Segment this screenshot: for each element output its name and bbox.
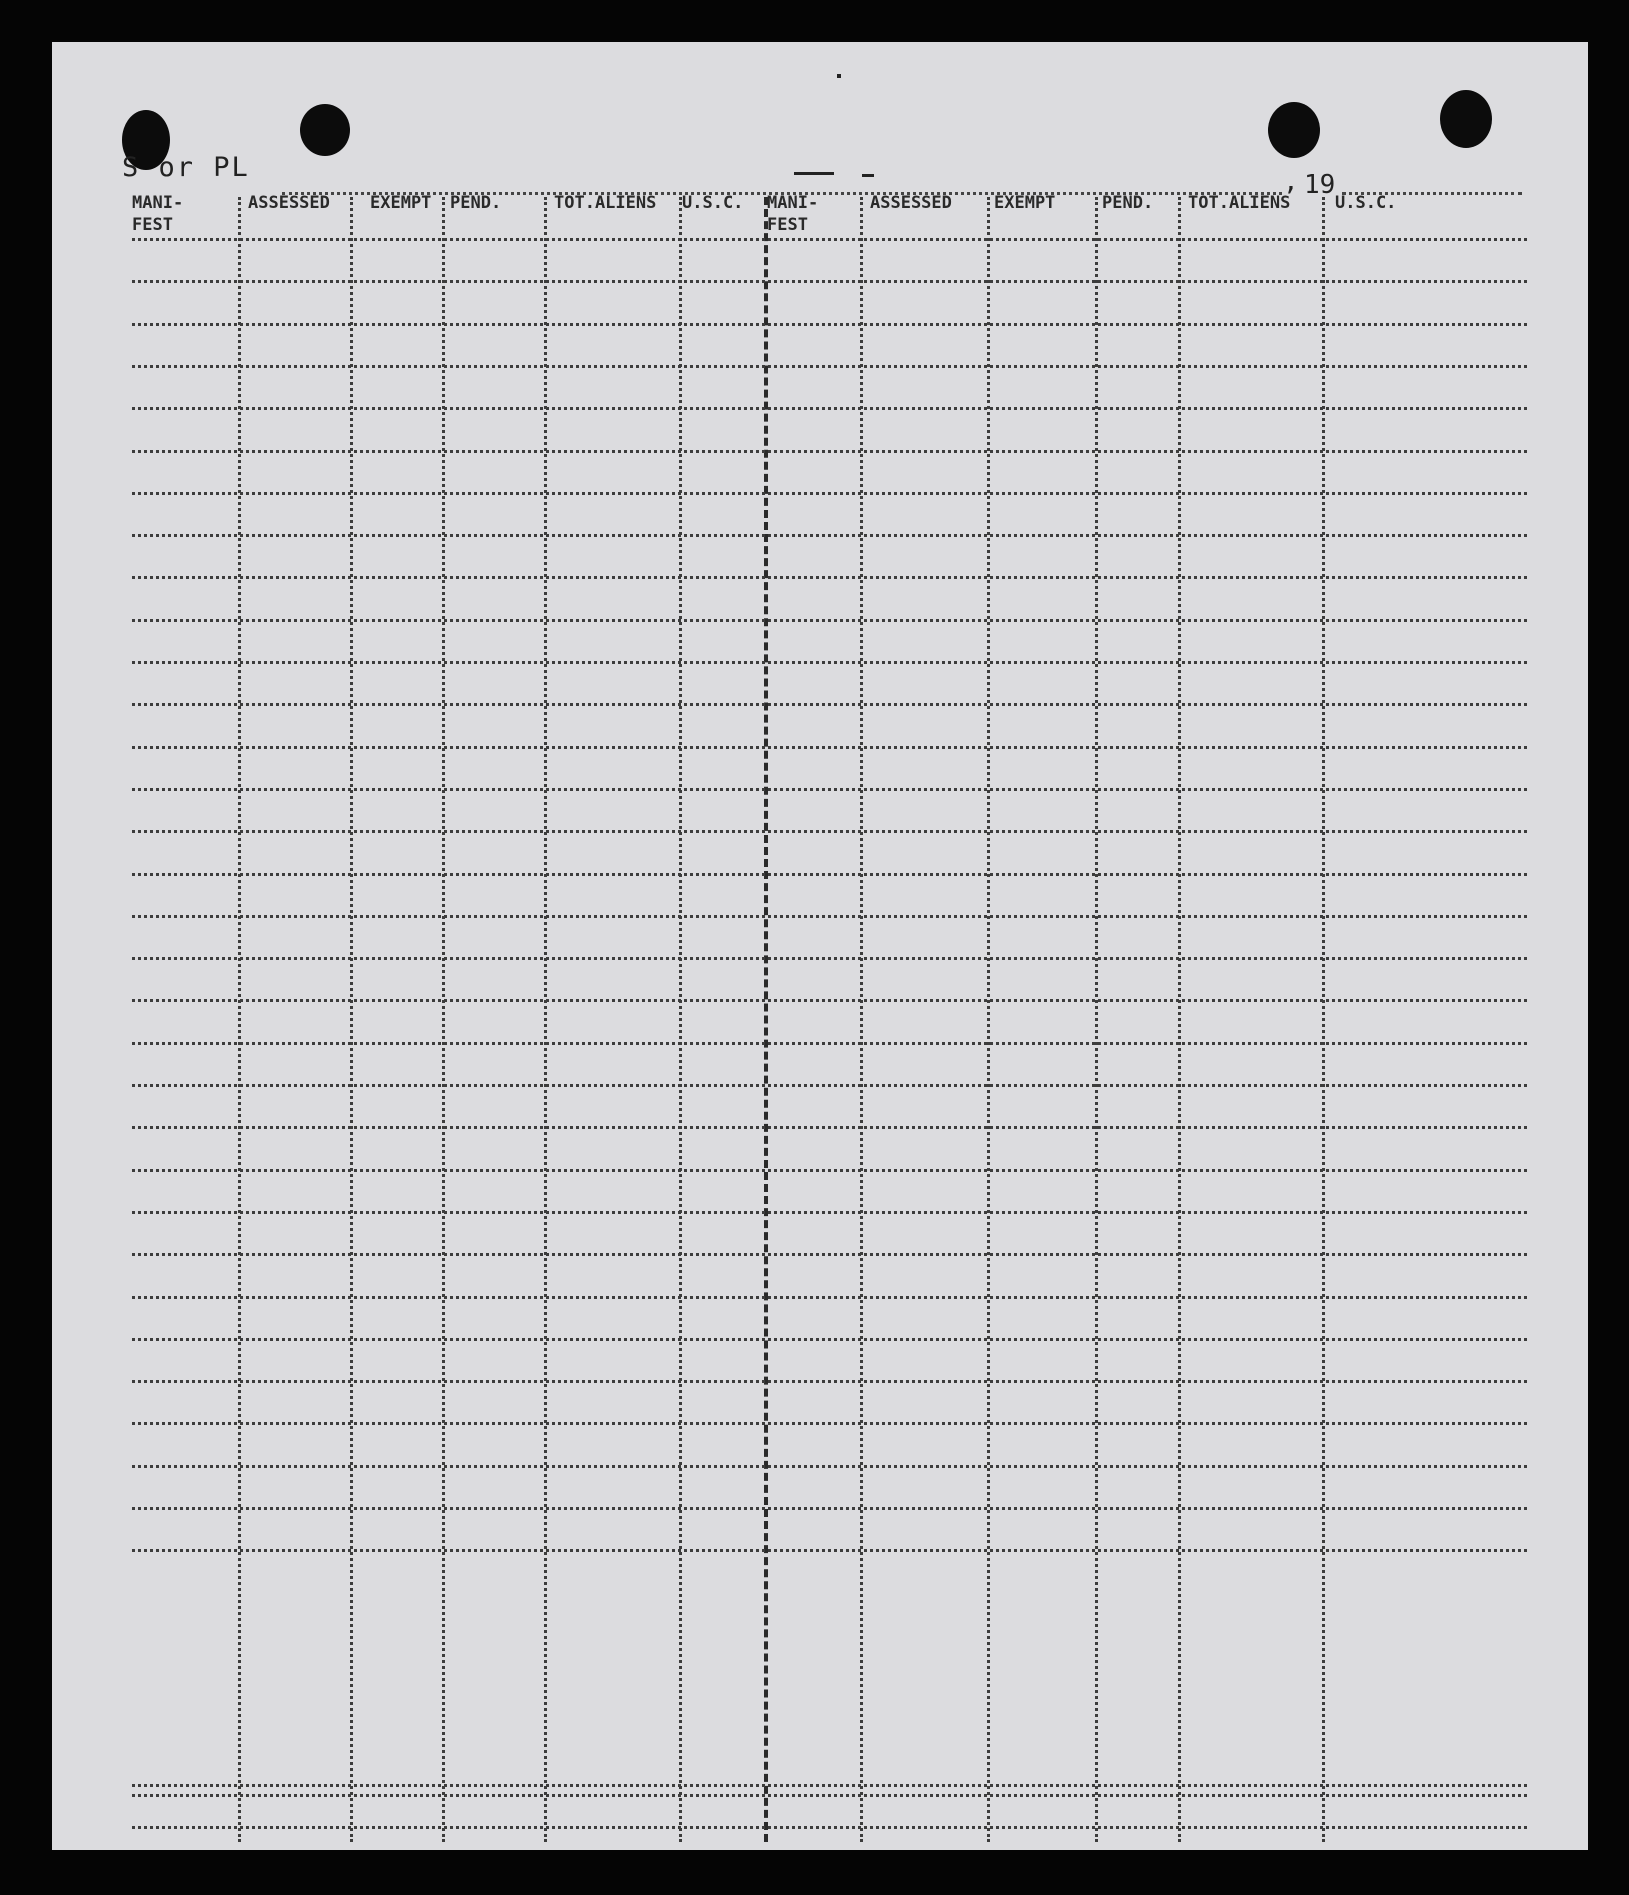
column-divider (1095, 197, 1098, 1842)
column-divider (764, 197, 768, 1842)
stray-mark (837, 74, 841, 78)
row-line (132, 1380, 1527, 1383)
row-line (132, 407, 1527, 410)
col-head-manifest-right: MANI- FEST (767, 193, 819, 235)
col-head-pend-right: PEND. (1102, 193, 1154, 213)
row-line (132, 1126, 1527, 1129)
year-prefix: 19 (1304, 170, 1336, 200)
row-line (132, 788, 1527, 791)
column-divider (860, 197, 863, 1842)
col-head-assessed-right: ASSESSED (870, 193, 952, 213)
punch-hole (1268, 102, 1320, 158)
row-line (132, 873, 1527, 876)
row-line (132, 492, 1527, 495)
row-line (132, 661, 1527, 664)
column-divider (987, 197, 990, 1842)
row-line (132, 1169, 1527, 1172)
col-head-usc-left: U.S.C. (682, 193, 744, 213)
row-line (132, 915, 1527, 918)
row-line (132, 1253, 1527, 1256)
col-head-exempt-right: EXEMPT (994, 193, 1056, 213)
row-line (132, 957, 1527, 960)
row-line (132, 534, 1527, 537)
col-head-pend-left: PEND. (450, 193, 502, 213)
col-head-usc-right: U.S.C. (1335, 193, 1397, 213)
row-line (132, 619, 1527, 622)
column-divider (679, 197, 682, 1842)
row-line (132, 1084, 1527, 1087)
row-line (132, 450, 1527, 453)
column-divider (1178, 197, 1181, 1842)
ledger-form-page (52, 42, 1588, 1850)
row-line (132, 280, 1527, 283)
row-line (132, 238, 1527, 241)
row-line (132, 1422, 1527, 1425)
column-divider (1322, 197, 1325, 1842)
row-line (132, 999, 1527, 1002)
row-line (132, 1826, 1527, 1829)
header-comma: , (1283, 167, 1299, 197)
row-line (132, 746, 1527, 749)
row-line (132, 323, 1527, 326)
row-line (132, 1042, 1527, 1045)
column-divider (350, 197, 353, 1842)
row-line (132, 365, 1527, 368)
form-header-prefix: S or PL (122, 152, 250, 183)
row-line (132, 1338, 1527, 1341)
column-divider (544, 197, 547, 1842)
row-line (132, 1784, 1527, 1787)
row-line (132, 1549, 1527, 1552)
row-line (132, 1507, 1527, 1510)
col-head-totaliens-left: TOT.ALIENS (554, 193, 657, 213)
row-line (132, 1465, 1527, 1468)
row-line (132, 1794, 1527, 1797)
row-line (132, 1296, 1527, 1299)
row-line (132, 703, 1527, 706)
row-line (132, 576, 1527, 579)
stray-mark (862, 174, 874, 177)
stray-mark (794, 172, 834, 175)
col-head-assessed-left: ASSESSED (248, 193, 330, 213)
column-divider (442, 197, 445, 1842)
punch-hole (1440, 90, 1492, 148)
col-head-exempt-left: EXEMPT (370, 193, 432, 213)
row-line (132, 830, 1527, 833)
col-head-manifest-left: MANI- FEST (132, 193, 184, 235)
column-divider (238, 197, 241, 1842)
punch-hole (300, 104, 350, 156)
row-line (132, 1211, 1527, 1214)
col-head-totaliens-right: TOT.ALIENS (1188, 193, 1291, 213)
